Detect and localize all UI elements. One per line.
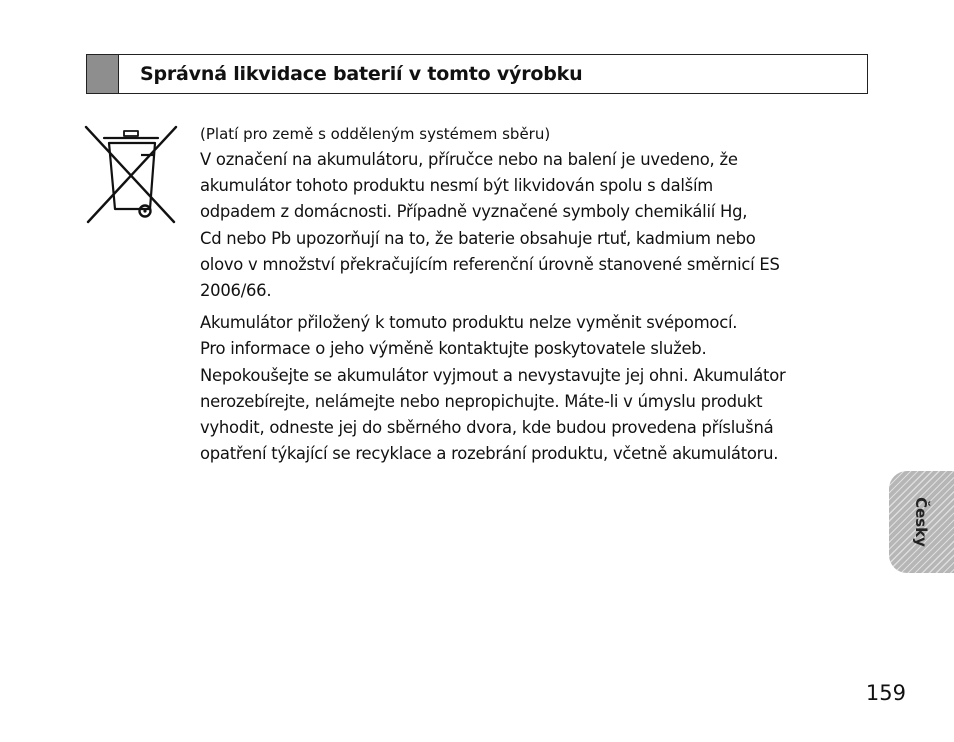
text-line: Akumulátor přiložený k tomuto produktu nelze vyměnit svépomocí. bbox=[200, 313, 738, 333]
applicability-note: (Platí pro země s odděleným systémem sběru) bbox=[200, 125, 551, 143]
heading-marker bbox=[87, 55, 119, 93]
section-title: Správná likvidace baterií v tomto výrobku bbox=[140, 63, 583, 85]
text-line: 2006/66. bbox=[200, 281, 272, 301]
paragraph-disposal bbox=[200, 147, 870, 304]
language-label: Česky bbox=[912, 497, 930, 547]
text-line: Cd nebo Pb upozorňují na to, že baterie obsahuje rtuť, kadmium nebo bbox=[200, 228, 756, 248]
text-line: opatření týkající se recyklace a rozebrání produktu, včetně akumulátoru. bbox=[200, 444, 779, 464]
content-area bbox=[200, 121, 870, 467]
language-tab bbox=[889, 471, 954, 573]
text-line: olovo v množství překračujícím referenční úrovně stanovené směrnicí ES bbox=[200, 254, 780, 274]
text-line: Nepokoušejte se akumulátor vyjmout a nevystavujte jej ohni. Akumulátor bbox=[200, 365, 786, 385]
section-heading bbox=[86, 54, 868, 94]
crossed-out-wheelie-bin-icon bbox=[82, 124, 180, 224]
text-line: V označení na akumulátoru, příručce nebo na balení je uvedeno, že bbox=[200, 150, 738, 169]
text-line: odpadem z domácnosti. Případně vyznačené symboly chemikálií Hg, bbox=[200, 202, 748, 222]
text-line: nerozebírejte, nelámejte nebo nepropichujte. Máte-li v úmyslu produkt bbox=[200, 391, 763, 411]
text-line: vyhodit, odneste jej do sběrného dvora, kde budou provedena příslušná bbox=[200, 418, 774, 438]
text-line: Pro informace o jeho výměně kontaktujte poskytovatele služeb. bbox=[200, 339, 707, 359]
text-line: akumulátor tohoto produktu nesmí být likvidován spolu s dalším bbox=[200, 176, 713, 196]
paragraph-battery-replacement bbox=[200, 310, 870, 467]
page-number: 159 bbox=[865, 681, 906, 705]
